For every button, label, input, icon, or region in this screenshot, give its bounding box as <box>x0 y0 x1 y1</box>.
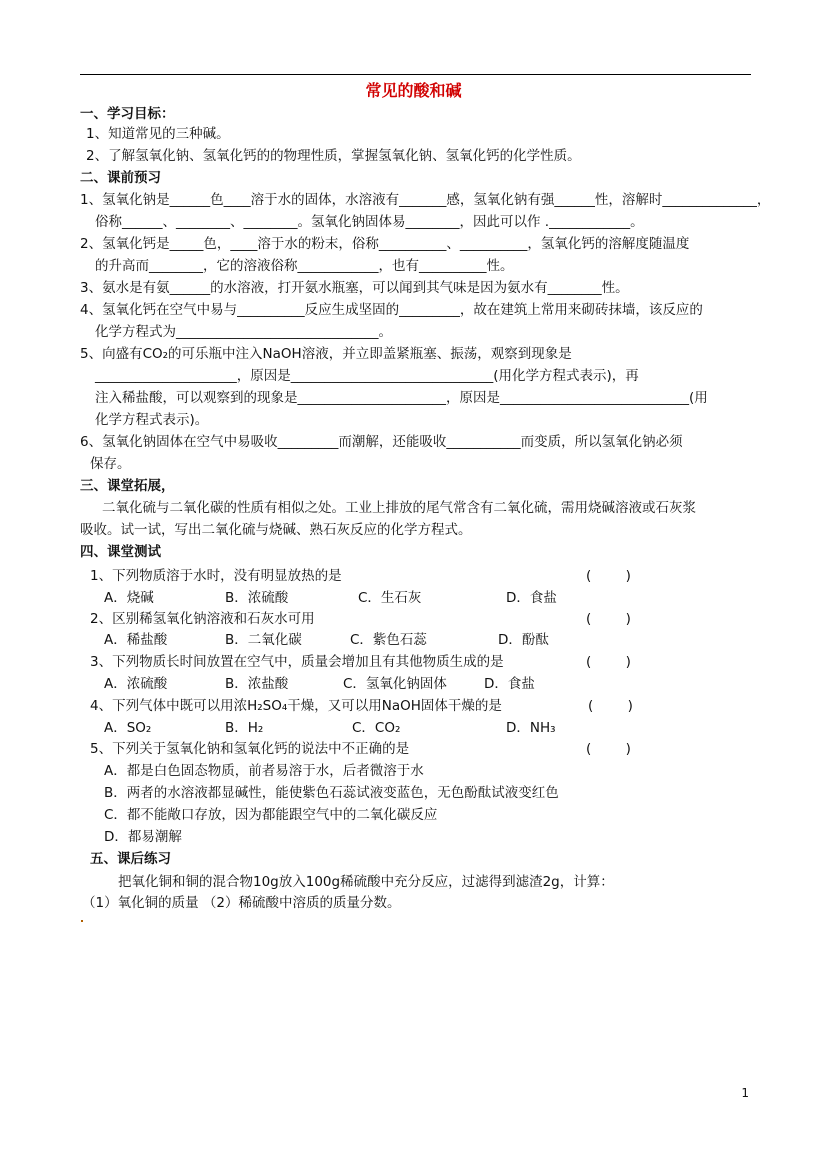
option: B．浓硫酸 <box>225 590 289 606</box>
answer-blank: ( ) <box>588 698 633 714</box>
section-heading-5: 五、课后练习 <box>90 851 171 867</box>
option: A．稀盐酸 <box>104 632 168 648</box>
section-heading-2: 二、课前预习 <box>80 170 161 186</box>
extension-line: 二氧化硫与二氧化碳的性质有相似之处。工业上排放的尾气常含有二氧化硫，需用烧碱溶液或石灰浆 <box>102 500 696 516</box>
option: D．NH₃ <box>506 720 556 736</box>
preview-line: _____________________，原因是______________________________(用化学方程式表示)，再 <box>95 368 639 384</box>
question-stem: 2、区别稀氢氧化钠溶液和石灰水可用 <box>90 611 315 627</box>
option: C．都不能敞口存放，因为都能跟空气中的二氧化碳反应 <box>104 807 438 823</box>
option: C．生石灰 <box>358 590 422 606</box>
preview-line: 注入稀盐酸，可以观察到的现象是______________________，原因是____________________________(用 <box>95 390 708 406</box>
objective-1: 1、知道常见的三种碱。 <box>86 126 230 142</box>
answer-blank: ( ) <box>586 654 631 670</box>
answer-blank: ( ) <box>586 741 631 757</box>
option: D．都易潮解 <box>104 829 182 845</box>
preview-line: 3、氨水是有氨______的水溶液，打开氨水瓶塞，可以闻到其气味是因为氨水有________性。 <box>80 280 629 296</box>
stray-mark <box>81 920 83 922</box>
option: B．两者的水溶液都显碱性，能使紫色石蕊试液变蓝色，无色酚酞试液变红色 <box>104 785 559 801</box>
option: B．H₂ <box>225 720 264 736</box>
preview-line: 俗称______、________、________。氢氧化钠固体易________，因此可以作 .____________。 <box>95 214 644 230</box>
extension-line: 吸收。试一试，写出二氧化硫与烧碱、熟石灰反应的化学方程式。 <box>80 522 472 538</box>
option: A．都是白色固态物质，前者易溶于水，后者微溶于水 <box>104 763 424 779</box>
option: C．紫色石蕊 <box>350 632 427 648</box>
exercise-line: 把氧化铜和铜的混合物10g放入100g稀硫酸中充分反应，过滤得到滤渣2g，计算： <box>118 874 614 890</box>
question-stem: 1、下列物质溶于水时，没有明显放热的是 <box>90 568 342 584</box>
section-heading-1: 一、学习目标： <box>80 106 175 122</box>
preview-line: 6、氢氧化钠固体在空气中易吸收_________而潮解，还能吸收___________而变质，所以氢氧化钠必须 <box>80 434 683 450</box>
option: A．浓硫酸 <box>104 676 168 692</box>
preview-line: 保存。 <box>90 456 131 472</box>
exercise-line: （1）氧化铜的质量 （2）稀硫酸中溶质的质量分数。 <box>82 895 401 911</box>
option: D．食盐 <box>484 676 535 692</box>
option: D．酚酞 <box>498 632 549 648</box>
preview-line: 4、氢氧化钙在空气中易与__________反应生成坚固的_________，故在建筑上常用来砌砖抹墙，该反应的 <box>80 302 703 318</box>
option: C．CO₂ <box>352 720 401 736</box>
page-number: 1 <box>741 1086 749 1100</box>
question-stem: 4、下列气体中既可以用浓H₂SO₄干燥，又可以用NaOH固体干燥的是 <box>90 698 502 714</box>
preview-line: 2、氢氧化钙是_____色，____溶于水的粉末，俗称__________、__________，氢氧化钙的溶解度随温度 <box>80 236 690 252</box>
option: A．SO₂ <box>104 720 152 736</box>
preview-line: 化学方程式表示)。 <box>95 412 209 428</box>
question-stem: 5、下列关于氢氧化钠和氢氧化钙的说法中不正确的是 <box>90 741 410 757</box>
option: D．食盐 <box>506 590 557 606</box>
preview-line: 的升高而________，它的溶液俗称____________，也有__________性。 <box>95 258 514 274</box>
option: A．烧碱 <box>104 590 154 606</box>
option: B．浓盐酸 <box>225 676 289 692</box>
preview-line: 化学方程式为______________________________。 <box>95 324 392 340</box>
question-stem: 3、下列物质长时间放置在空气中，质量会增加且有其他物质生成的是 <box>90 654 504 670</box>
option: B．二氧化碳 <box>225 632 302 648</box>
section-heading-3: 三、课堂拓展， <box>80 478 175 494</box>
option: C．氢氧化钠固体 <box>343 676 447 692</box>
preview-line: 5、向盛有CO₂的可乐瓶中注入NaOH溶液，并立即盖紧瓶塞、振荡，观察到现象是 <box>80 346 572 362</box>
preview-line: 1、氢氧化钠是______色____溶于水的固体，水溶液有_______感，氢氧化钠有强______性，溶解时______________， <box>80 192 771 208</box>
answer-blank: ( ) <box>586 568 631 584</box>
answer-blank: ( ) <box>586 611 631 627</box>
header-rule <box>80 74 751 75</box>
section-heading-4: 四、课堂测试 <box>80 544 161 560</box>
objective-2: 2、了解氢氧化钠、氢氧化钙的的物理性质，掌握氢氧化钠、氢氧化钙的化学性质。 <box>86 148 581 164</box>
page-title: 常见的酸和碱 <box>365 81 462 100</box>
